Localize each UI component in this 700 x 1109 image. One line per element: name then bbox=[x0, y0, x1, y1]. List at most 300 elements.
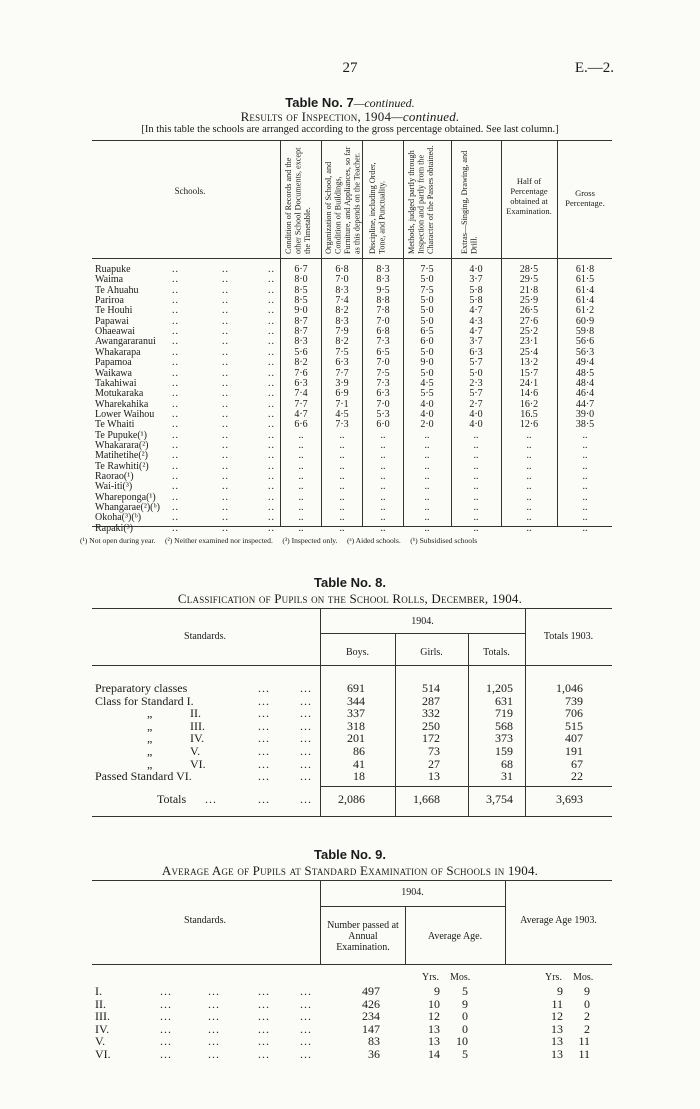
school-name: Wai-iti(³) bbox=[95, 481, 133, 493]
cell-value: .. bbox=[473, 450, 479, 462]
table8-heading: Table No. 8. bbox=[314, 575, 386, 590]
cell-value: 8·3 bbox=[335, 315, 349, 327]
school-name: Motukaraka bbox=[95, 388, 144, 400]
cell-value: 7·7 bbox=[294, 398, 308, 410]
cell-value: 28·5 bbox=[519, 264, 539, 275]
cell-value: 16.5 bbox=[520, 408, 538, 420]
table7-heading: Table No. 7—continued. bbox=[285, 95, 415, 110]
cell-value: 59·8 bbox=[575, 326, 595, 338]
table7-row: Wharekahika .. .. .. 7·7 7·1 7·0 4·0 2·7 16·2 44·7 bbox=[0, 399, 700, 410]
cell-value: .. bbox=[298, 522, 304, 534]
t8-col-boys: Boys. bbox=[345, 647, 370, 658]
cell-value: .. bbox=[339, 450, 345, 462]
cell-value: .. bbox=[298, 502, 304, 514]
cell-value: 49·4 bbox=[575, 357, 595, 369]
cell-value: 48·5 bbox=[575, 367, 595, 379]
ditto-mark: „ bbox=[147, 744, 153, 758]
school-name: Papawai bbox=[95, 315, 129, 327]
cell-value: .. bbox=[473, 460, 479, 472]
cell-value: 61·2 bbox=[575, 305, 595, 317]
cell-value: .. bbox=[298, 429, 304, 441]
cell-value: 7·1 bbox=[335, 398, 349, 410]
col-extras-header: Extras—Singing, Drawing, and Drill. bbox=[460, 150, 479, 254]
table8-subtitle: Classification of Pupils on the School Rolls, December, 1904. bbox=[177, 591, 523, 606]
table8-row: „ V. ... ... 86 73 159 191 bbox=[147, 744, 583, 758]
cell-value: 5·0 bbox=[420, 274, 434, 286]
cell-value: 5·0 bbox=[420, 315, 434, 327]
school-name: Ohaeawai bbox=[95, 326, 135, 338]
cell-value: 8·8 bbox=[376, 295, 390, 307]
cell-value: 9·0 bbox=[420, 357, 434, 369]
cell-value: .. bbox=[582, 522, 588, 534]
ditto-mark: „ bbox=[147, 706, 153, 721]
table9-row: I. ... ... ... ... 497 9 5 9 9 bbox=[95, 984, 590, 998]
table8-row: „ VI. ... ... 41 27 68 67 bbox=[147, 756, 583, 771]
cell-value: 8·3 bbox=[376, 274, 390, 286]
cell-value: 3·7 bbox=[469, 336, 483, 348]
cell-value: 7·8 bbox=[376, 305, 390, 317]
cell-value: .. bbox=[473, 471, 479, 482]
table8-row: Class for Standard I. ... ... 344 287 631 739 bbox=[95, 693, 583, 708]
cell-value: 9·0 bbox=[294, 305, 308, 317]
cell-value: 23·1 bbox=[519, 336, 539, 348]
table7-subtitle: Results of Inspection, 1904—continued. bbox=[240, 109, 460, 124]
cell-value: .. bbox=[298, 481, 304, 493]
cell-value: .. bbox=[424, 460, 430, 472]
cell-value: 5·0 bbox=[469, 367, 483, 379]
table7-row: Te Ahuahu .. .. .. 8·5 8·3 9·5 7·5 5·8 21·8 61·4 bbox=[0, 285, 700, 296]
cell-value: .. bbox=[424, 481, 430, 493]
school-name: Te Whaiti bbox=[95, 419, 135, 431]
cell-value: 56·6 bbox=[575, 336, 595, 348]
cell-value: 7·5 bbox=[420, 284, 434, 296]
cell-value: .. bbox=[582, 429, 588, 441]
table7-row: Takahiwai .. .. .. 6·3 3·9 7·3 4·5 2·3 24·1 48·4 bbox=[0, 378, 700, 389]
table8-row: Passed Standard VI. ... ... 18 13 31 22 bbox=[95, 769, 583, 784]
cell-value: .. bbox=[473, 502, 479, 514]
col-gross-header: Gross Percentage. bbox=[565, 188, 605, 208]
cell-value: 6·0 bbox=[420, 336, 434, 348]
col-discipline-header: Discipline, including Order, Tone, and Punctuality. bbox=[368, 162, 387, 254]
cell-value: 7·5 bbox=[376, 367, 390, 379]
cell-value: 21·8 bbox=[519, 284, 539, 296]
table9-row: IV. ... ... ... ... 147 13 0 13 2 bbox=[95, 1021, 590, 1036]
cell-value: 5·0 bbox=[420, 367, 434, 379]
cell-value: .. bbox=[526, 481, 532, 493]
cell-value: 7·0 bbox=[376, 357, 390, 369]
cell-value: .. bbox=[380, 460, 386, 472]
table7-row: Whangarae(²)(ᵇ) .. .. .. .. .. .. .. .. .. .. bbox=[0, 502, 700, 513]
cell-value: .. bbox=[424, 512, 430, 524]
row-label: Preparatory classes bbox=[95, 681, 188, 695]
table7-row: Te Rawhiti(²) .. .. .. .. .. .. .. .. .. .. bbox=[0, 461, 700, 472]
table7-row: Whakarapa .. .. .. 5·6 7·5 6·5 5·0 6·3 25·4 56·3 bbox=[0, 347, 700, 358]
school-name: Whareponga(¹) bbox=[95, 491, 156, 503]
cell-value: 6·3 bbox=[376, 388, 390, 400]
cell-value: .. bbox=[424, 471, 430, 482]
cell-value: 8·2 bbox=[335, 336, 349, 348]
cell-value: .. bbox=[526, 512, 532, 524]
cell-value: 8·7 bbox=[294, 326, 308, 338]
t9-col-avg: Average Age. bbox=[427, 931, 483, 942]
cell-value: .. bbox=[298, 491, 304, 503]
cell-value: 29·5 bbox=[519, 274, 539, 286]
cell-value: 60·9 bbox=[575, 315, 595, 327]
cell-value: 12·6 bbox=[519, 419, 539, 431]
table7-row: Okoha(³)(ᵇ) .. .. .. .. .. .. .. .. .. .. bbox=[0, 512, 700, 523]
cell-value: .. bbox=[582, 471, 588, 482]
cell-value: 7·4 bbox=[294, 388, 308, 400]
cell-value: .. bbox=[298, 450, 304, 462]
document-code: E.—2. bbox=[574, 60, 614, 76]
cell-value: .. bbox=[526, 471, 532, 482]
school-name: Wharekahika bbox=[95, 398, 149, 410]
cell-value: .. bbox=[298, 512, 304, 524]
cell-value: .. bbox=[473, 512, 479, 524]
cell-value: 8·2 bbox=[294, 357, 308, 369]
cell-value: 61·5 bbox=[575, 274, 595, 286]
cell-value: 5·7 bbox=[469, 388, 483, 400]
table7-note: [In this table the schools are arranged according to the gross percentage obtained. See last column.] bbox=[141, 124, 559, 135]
t9-col-avg1903: Average Age 1903. bbox=[520, 915, 597, 926]
cell-value: .. bbox=[424, 522, 430, 534]
cell-value: 7·0 bbox=[376, 315, 390, 327]
cell-value: 4·0 bbox=[469, 419, 483, 431]
school-name: Te Houhi bbox=[95, 305, 133, 317]
cell-value: 38·5 bbox=[575, 419, 595, 431]
cell-value: .. bbox=[473, 439, 479, 451]
cell-value: .. bbox=[380, 522, 386, 534]
school-name: Waikawa bbox=[95, 367, 132, 379]
cell-value: .. bbox=[424, 429, 430, 441]
cell-value: 26·5 bbox=[519, 305, 539, 317]
col-half-header: Half of Percentage obtained at Examination. bbox=[506, 176, 552, 216]
cell-value: 6·7 bbox=[294, 264, 308, 275]
row-label: III. bbox=[95, 1009, 110, 1023]
cell-value: .. bbox=[298, 439, 304, 451]
cell-value: .. bbox=[582, 481, 588, 493]
cell-value: 6·8 bbox=[335, 264, 349, 275]
cell-value: 8·7 bbox=[294, 315, 308, 327]
cell-value: .. bbox=[582, 460, 588, 472]
table9-row: V. ... ... ... ... 83 13 10 13 11 bbox=[95, 1034, 590, 1048]
school-name: Te Pupuke(¹) bbox=[95, 429, 148, 441]
school-name: Papamoa bbox=[95, 357, 132, 369]
row-label: II. bbox=[190, 706, 201, 721]
cell-value: .. bbox=[298, 460, 304, 472]
cell-value: .. bbox=[380, 502, 386, 514]
table7-row: Awangararanui .. .. .. 8·3 8·2 7·3 6·0 3·7 23·1 56·6 bbox=[0, 336, 700, 347]
cell-value: .. bbox=[339, 481, 345, 493]
cell-value: 7·9 bbox=[335, 326, 349, 338]
cell-value: 48·4 bbox=[575, 377, 595, 389]
cell-value: .. bbox=[380, 439, 386, 451]
col-schools-header: Schools. bbox=[174, 186, 206, 196]
cell-value: 4·5 bbox=[335, 408, 349, 420]
table7-row: Te Pupuke(¹) .. .. .. .. .. .. .. .. .. .. bbox=[0, 430, 700, 441]
table9-row: VI. ... ... ... ... 36 14 5 13 11 bbox=[95, 1046, 590, 1061]
cell-value: .. bbox=[424, 491, 430, 503]
cell-value: 8·0 bbox=[294, 274, 308, 286]
t8-totals-row: Totals ... ... ... 2,086 1,668 3,754 3,693 bbox=[157, 792, 583, 806]
cell-value: 6·5 bbox=[376, 346, 390, 358]
cell-value: 7·3 bbox=[376, 377, 390, 389]
table7-footnotes: (¹) Not open during year. (²) Neither examined nor inspected. (³) Inspected only. (ᵃ) Aided schools. (ᵇ) Subsidised schools bbox=[80, 536, 478, 545]
school-name: Pariroa bbox=[95, 295, 124, 307]
cell-value: 5·7 bbox=[469, 357, 483, 369]
row-label: IV. bbox=[95, 1021, 110, 1036]
cell-value: 6·0 bbox=[376, 419, 390, 431]
cell-value: 15·7 bbox=[519, 367, 539, 379]
cell-value: .. bbox=[526, 502, 532, 514]
cell-value: 4·7 bbox=[469, 305, 483, 317]
cell-value: 5·0 bbox=[420, 346, 434, 358]
cell-value: 25·2 bbox=[519, 326, 539, 338]
school-name: Awangararanui bbox=[95, 336, 156, 348]
cell-value: 6·8 bbox=[376, 326, 390, 338]
cell-value: 24·1 bbox=[519, 377, 539, 389]
cell-value: 4·0 bbox=[420, 408, 434, 420]
cell-value: .. bbox=[582, 439, 588, 451]
table7-row: Papawai .. .. .. 8·7 8·3 7·0 5·0 4·3 27·6 60·9 bbox=[0, 316, 700, 327]
table8-row: „ II. ... ... 337 332 719 706 bbox=[147, 706, 583, 721]
cell-value: .. bbox=[298, 471, 304, 482]
t8-col-totals1903: Totals 1903. bbox=[543, 631, 594, 642]
table9-row: III. ... ... ... ... 234 12 0 12 2 bbox=[95, 1009, 590, 1023]
cell-value: 4·0 bbox=[469, 408, 483, 420]
cell-value: .. bbox=[339, 439, 345, 451]
table7-row: Te Whaiti .. .. .. 6·6 7·3 6·0 2·0 4·0 12·6 38·5 bbox=[0, 419, 700, 430]
table7-row: Whakarara(²) .. .. .. .. .. .. .. .. .. .. bbox=[0, 440, 700, 451]
table7-top-rule bbox=[92, 140, 612, 141]
cell-value: .. bbox=[582, 491, 588, 503]
cell-value: 4·7 bbox=[469, 326, 483, 338]
col-methods-header: Methods, judged partly through Inspection and partly from the Character of the Passes obtained. bbox=[407, 145, 435, 254]
cell-value: .. bbox=[424, 439, 430, 451]
t8-col-girls: Girls. bbox=[420, 647, 443, 658]
cell-value: 14·6 bbox=[519, 388, 539, 400]
cell-value: 4·0 bbox=[469, 264, 483, 275]
row-label: V. bbox=[190, 744, 201, 758]
page-number: 27 bbox=[342, 60, 358, 76]
cell-value: .. bbox=[526, 429, 532, 441]
cell-value: 6·3 bbox=[335, 357, 349, 369]
cell-value: 7·3 bbox=[376, 336, 390, 348]
school-name: Takahiwai bbox=[95, 377, 137, 389]
cell-value: .. bbox=[582, 502, 588, 514]
table7-row: Ruapuke .. .. .. 6·7 6·8 8·3 7·5 4·0 28·5 61·8 bbox=[0, 264, 700, 275]
cell-value: 4·7 bbox=[294, 408, 308, 420]
cell-value: .. bbox=[424, 450, 430, 462]
cell-value: 5·6 bbox=[294, 346, 308, 358]
t9-col-passed: Number passed at Annual Examination. bbox=[327, 920, 399, 953]
school-name: Raorao(¹) bbox=[95, 471, 134, 482]
cell-value: 2·7 bbox=[469, 398, 483, 410]
cell-value: .. bbox=[473, 481, 479, 493]
cell-value: .. bbox=[380, 512, 386, 524]
cell-value: .. bbox=[582, 450, 588, 462]
cell-value: 4·3 bbox=[469, 315, 483, 327]
cell-value: .. bbox=[473, 491, 479, 503]
cell-value: 4·5 bbox=[420, 377, 434, 389]
cell-value: 6·5 bbox=[420, 326, 434, 338]
cell-value: .. bbox=[526, 439, 532, 451]
cell-value: .. bbox=[339, 502, 345, 514]
row-label: II. bbox=[95, 996, 106, 1011]
cell-value: 2·3 bbox=[469, 377, 483, 389]
table7-header-rule bbox=[92, 258, 612, 259]
school-name: Whakarara(²) bbox=[95, 439, 149, 451]
cell-value: .. bbox=[526, 460, 532, 472]
cell-value: 5·8 bbox=[469, 284, 483, 296]
ditto-mark: „ bbox=[147, 756, 153, 771]
cell-value: .. bbox=[380, 481, 386, 493]
t8-col-year: 1904. bbox=[411, 616, 434, 627]
school-name: Te Ahuahu bbox=[95, 284, 139, 296]
cell-value: 7·5 bbox=[420, 264, 434, 275]
table7-row: Waikawa .. .. .. 7·6 7·7 7·5 5·0 5·0 15·7 48·5 bbox=[0, 368, 700, 379]
cell-value: 7·6 bbox=[294, 367, 308, 379]
cell-value: 56·3 bbox=[575, 346, 595, 358]
cell-value: 8·3 bbox=[335, 284, 349, 296]
school-name: Whakarapa bbox=[95, 346, 141, 358]
table7-row: Lower Waihou .. .. .. 4·7 4·5 5·3 4·0 4·0 16.5 39·0 bbox=[0, 409, 700, 420]
table7-row: Raorao(¹) .. .. .. .. .. .. .. .. .. .. bbox=[0, 471, 700, 482]
school-name: Whangarae(²)(ᵇ) bbox=[95, 502, 160, 514]
row-label: Class for Standard I. bbox=[95, 693, 194, 708]
row-label: IV. bbox=[190, 731, 205, 746]
table7-row: Rapaki(³) .. .. .. .. .. .. .. .. .. .. bbox=[0, 523, 700, 534]
cell-value: 3·7 bbox=[469, 274, 483, 286]
cell-value: 7·4 bbox=[335, 295, 349, 307]
school-name: Okoha(³)(ᵇ) bbox=[95, 512, 142, 524]
cell-value: 25·4 bbox=[519, 346, 539, 358]
cell-value: .. bbox=[380, 491, 386, 503]
table8-row: „ IV. ... ... 201 172 373 407 bbox=[147, 731, 583, 746]
t8-col-totals: Totals. bbox=[483, 647, 510, 658]
school-name: Rapaki(³) bbox=[95, 522, 133, 534]
school-name: Ruapuke bbox=[95, 264, 131, 275]
cell-value: 13·2 bbox=[519, 357, 539, 369]
t8-col-standards: Standards. bbox=[184, 631, 226, 642]
cell-value: 8·5 bbox=[294, 295, 308, 307]
cell-value: 5·8 bbox=[469, 295, 483, 307]
row-label: VI. bbox=[95, 1046, 111, 1061]
cell-value: 46·4 bbox=[575, 388, 595, 400]
cell-value: 61·4 bbox=[575, 284, 595, 296]
cell-value: .. bbox=[339, 429, 345, 441]
t9-units-row: Yrs. Mos. Yrs. Mos. bbox=[422, 972, 594, 983]
row-label: III. bbox=[190, 718, 205, 733]
table7-row: Pariroa .. .. .. 8·5 7·4 8·8 5·0 5·8 25·9 61·4 bbox=[0, 295, 700, 306]
cell-value: 6·6 bbox=[294, 419, 308, 431]
t9-col-standards: Standards. bbox=[184, 915, 226, 926]
school-name: Waima bbox=[95, 274, 124, 286]
ditto-mark: „ bbox=[147, 718, 153, 733]
school-name: Te Rawhiti(²) bbox=[95, 460, 149, 472]
table7-row: Whareponga(¹) .. .. .. .. .. .. .. .. .. .. bbox=[0, 492, 700, 503]
cell-value: .. bbox=[380, 471, 386, 482]
cell-value: 8·3 bbox=[376, 264, 390, 275]
cell-value: 8·2 bbox=[335, 305, 349, 317]
ditto-mark: „ bbox=[147, 731, 153, 746]
t9-col-year: 1904. bbox=[401, 887, 424, 898]
cell-value: .. bbox=[339, 491, 345, 503]
table7-row: Papamoa .. .. .. 8·2 6·3 7·0 9·0 5·7 13·2 49·4 bbox=[0, 357, 700, 368]
table7-row: Motukaraka .. .. .. 7·4 6·9 6·3 5·5 5·7 14·6 46·4 bbox=[0, 388, 700, 399]
cell-value: 8·5 bbox=[294, 284, 308, 296]
row-label: I. bbox=[95, 984, 102, 998]
cell-value: 25·9 bbox=[519, 295, 539, 307]
row-label: Passed Standard VI. bbox=[95, 769, 192, 784]
col-records-header: Condition of Records and the other School Documents, except the Timetable. bbox=[284, 147, 312, 254]
table7-row: Wai-iti(³) .. .. .. .. .. .. .. .. .. .. bbox=[0, 481, 700, 492]
cell-value: 7·3 bbox=[335, 419, 349, 431]
cell-value: 9·5 bbox=[376, 284, 390, 296]
table7-row: Te Houhi .. .. .. 9·0 8·2 7·8 5·0 4·7 26·5 61·2 bbox=[0, 305, 700, 316]
cell-value: .. bbox=[473, 429, 479, 441]
cell-value: 3·9 bbox=[335, 377, 349, 389]
cell-value: 27·6 bbox=[519, 315, 539, 327]
cell-value: .. bbox=[526, 450, 532, 462]
cell-value: 6·9 bbox=[335, 388, 349, 400]
cell-value: .. bbox=[473, 522, 479, 534]
cell-value: .. bbox=[339, 460, 345, 472]
table9-row: II. ... ... ... ... 426 10 9 11 0 bbox=[95, 996, 590, 1011]
cell-value: 6·3 bbox=[294, 377, 308, 389]
cell-value: 61·4 bbox=[575, 295, 595, 307]
row-label: V. bbox=[95, 1034, 106, 1048]
table8-row: Preparatory classes ... ... 691 514 1,205 1,046 bbox=[95, 681, 583, 695]
cell-value: 7·7 bbox=[335, 367, 349, 379]
cell-value: 61·8 bbox=[575, 264, 595, 275]
cell-value: .. bbox=[526, 522, 532, 534]
cell-value: 7·5 bbox=[335, 346, 349, 358]
table7-row: Matihetihe(²) .. .. .. .. .. .. .. .. .. .. bbox=[0, 450, 700, 461]
cell-value: 2·0 bbox=[420, 419, 434, 431]
cell-value: 5·0 bbox=[420, 295, 434, 307]
cell-value: 8·3 bbox=[294, 336, 308, 348]
cell-value: .. bbox=[339, 522, 345, 534]
cell-value: .. bbox=[380, 450, 386, 462]
cell-value: 7·0 bbox=[335, 274, 349, 286]
table7-row: Ohaeawai .. .. .. 8·7 7·9 6·8 6·5 4·7 25·2 59·8 bbox=[0, 326, 700, 337]
cell-value: 44·7 bbox=[575, 398, 595, 410]
cell-value: 39·0 bbox=[575, 408, 595, 420]
cell-value: 7·0 bbox=[376, 398, 390, 410]
cell-value: .. bbox=[380, 429, 386, 441]
school-name: Matihetihe(²) bbox=[95, 450, 148, 462]
cell-value: .. bbox=[582, 512, 588, 524]
col-organization-header: Organization of School, and Condition of Buildings, Furniture, and Appliances, so far as this depends on the Teacher. bbox=[324, 146, 362, 254]
cell-value: 5·3 bbox=[376, 408, 390, 420]
cell-value: .. bbox=[339, 512, 345, 524]
cell-value: 5·0 bbox=[420, 305, 434, 317]
table9-subtitle: Average Age of Pupils at Standard Examination of Schools in 1904. bbox=[161, 863, 539, 878]
school-name: Lower Waihou bbox=[95, 408, 155, 420]
row-label: VI. bbox=[190, 756, 206, 771]
table8-row: „ III. ... ... 318 250 568 515 bbox=[147, 718, 583, 733]
table9-heading: Table No. 9. bbox=[314, 847, 386, 862]
cell-value: .. bbox=[339, 471, 345, 482]
cell-value: 16·2 bbox=[519, 398, 539, 410]
cell-value: .. bbox=[424, 502, 430, 514]
cell-value: 6·3 bbox=[469, 346, 483, 358]
cell-value: 5·5 bbox=[420, 388, 434, 400]
cell-value: .. bbox=[526, 491, 532, 503]
cell-value: 4·0 bbox=[420, 398, 434, 410]
table7-row: Waima .. .. .. 8·0 7·0 8·3 5·0 3·7 29·5 61·5 bbox=[0, 274, 700, 285]
